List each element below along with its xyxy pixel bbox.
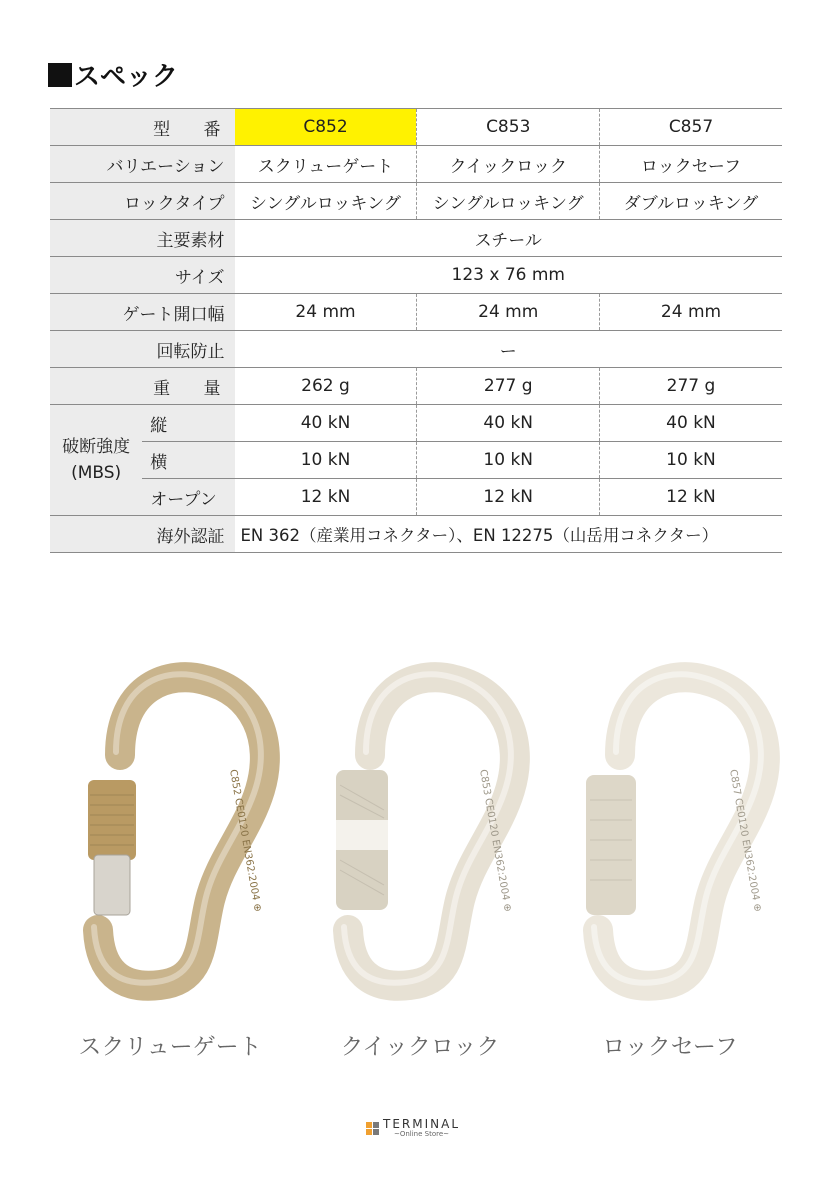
table-cell: 40 kN xyxy=(599,405,782,442)
carabiner-image-screwgate xyxy=(60,650,280,1010)
table-cell: 40 kN xyxy=(235,405,417,442)
product-name: クイックロック xyxy=(340,1034,500,1060)
spec-row-certification xyxy=(50,516,782,553)
engraving-text: C853 CE0120 EN362:2004 ⊕ xyxy=(477,768,513,913)
product-card xyxy=(40,650,300,1070)
spec-row-size xyxy=(50,257,782,294)
row-label: 海外認証 xyxy=(50,516,235,553)
product-name: ロックセーフ xyxy=(602,1034,738,1060)
spec-row-strength-open xyxy=(50,479,782,516)
store-logo xyxy=(366,1118,460,1138)
section-heading-text: スペック xyxy=(74,62,179,92)
row-label: サイズ xyxy=(50,257,235,294)
row-label: ゲート開口幅 xyxy=(50,294,235,331)
table-cell: 40 kN xyxy=(417,405,599,442)
table-cell: ダブルロッキング xyxy=(599,183,782,220)
row-label: 型 番 xyxy=(50,109,235,146)
table-cell: 12 kN xyxy=(417,479,599,516)
model-cell-c857: C857 xyxy=(599,109,782,146)
table-cell: ロックセーフ xyxy=(599,146,782,183)
table-cell: 277 g xyxy=(417,368,599,405)
spec-row-material xyxy=(50,220,782,257)
table-cell: 12 kN xyxy=(599,479,782,516)
table-cell: ー xyxy=(235,331,783,368)
table-cell: 10 kN xyxy=(599,442,782,479)
table-cell: 24 mm xyxy=(599,294,782,331)
table-cell: 262 g xyxy=(235,368,417,405)
engraving-text: C857 CE0120 EN362:2004 ⊕ xyxy=(727,768,763,913)
row-label: 主要素材 xyxy=(50,220,235,257)
spec-row-weight xyxy=(50,368,782,405)
table-cell: スチール xyxy=(235,220,783,257)
section-heading xyxy=(48,56,178,93)
product-card xyxy=(290,650,550,1070)
spec-row-strength-minor xyxy=(50,442,782,479)
logo-name: TERMINAL xyxy=(383,1117,461,1131)
model-cell-c853: C853 xyxy=(417,109,599,146)
logo-tagline: ~Online Store~ xyxy=(393,1130,450,1138)
model-cell-c852: C852 xyxy=(235,109,417,146)
spec-row-gate-opening xyxy=(50,294,782,331)
table-cell: シングルロッキング xyxy=(417,183,599,220)
row-label: 回転防止 xyxy=(50,331,235,368)
table-cell: 12 kN xyxy=(235,479,417,516)
spec-row-strength-major xyxy=(50,405,782,442)
spec-row-anti-rotation xyxy=(50,331,782,368)
logo-mark-icon xyxy=(366,1122,379,1135)
table-cell: 10 kN xyxy=(235,442,417,479)
spec-row-variation xyxy=(50,146,782,183)
engraving-text: C852 CE0120 EN362:2004 ⊕ xyxy=(227,768,263,913)
row-label: 縦 xyxy=(142,405,234,442)
product-gallery xyxy=(0,650,833,1070)
carabiner-image-locksafe xyxy=(560,650,780,1010)
product-name: スクリューゲート xyxy=(78,1034,262,1060)
spec-row-model xyxy=(50,109,782,146)
table-cell: EN 362（産業用コネクター）、EN 12275（山岳用コネクター） xyxy=(235,516,783,553)
spec-row-lock-type xyxy=(50,183,782,220)
spec-table xyxy=(50,108,782,553)
table-cell: スクリューゲート xyxy=(235,146,417,183)
strength-label-line1: 破断強度 xyxy=(62,437,131,457)
row-label: 横 xyxy=(142,442,234,479)
table-cell: 24 mm xyxy=(235,294,417,331)
strength-label-line2: (MBS) xyxy=(71,463,122,483)
row-label: ロックタイプ xyxy=(50,183,235,220)
row-label: バリエーション xyxy=(50,146,235,183)
row-label: オープン xyxy=(142,479,234,516)
gate-sleeve xyxy=(586,775,636,915)
table-cell: 123 x 76 mm xyxy=(235,257,783,294)
square-bullet-icon xyxy=(48,63,72,87)
carabiner-image-quicklock xyxy=(310,650,530,1010)
row-label: 重 量 xyxy=(50,368,235,405)
strength-group-label xyxy=(50,405,142,516)
table-cell: 24 mm xyxy=(417,294,599,331)
table-cell: 10 kN xyxy=(417,442,599,479)
table-cell: 277 g xyxy=(599,368,782,405)
table-cell: シングルロッキング xyxy=(235,183,417,220)
gate-sleeve xyxy=(88,780,136,860)
table-cell: クイックロック xyxy=(417,146,599,183)
product-card xyxy=(540,650,800,1070)
